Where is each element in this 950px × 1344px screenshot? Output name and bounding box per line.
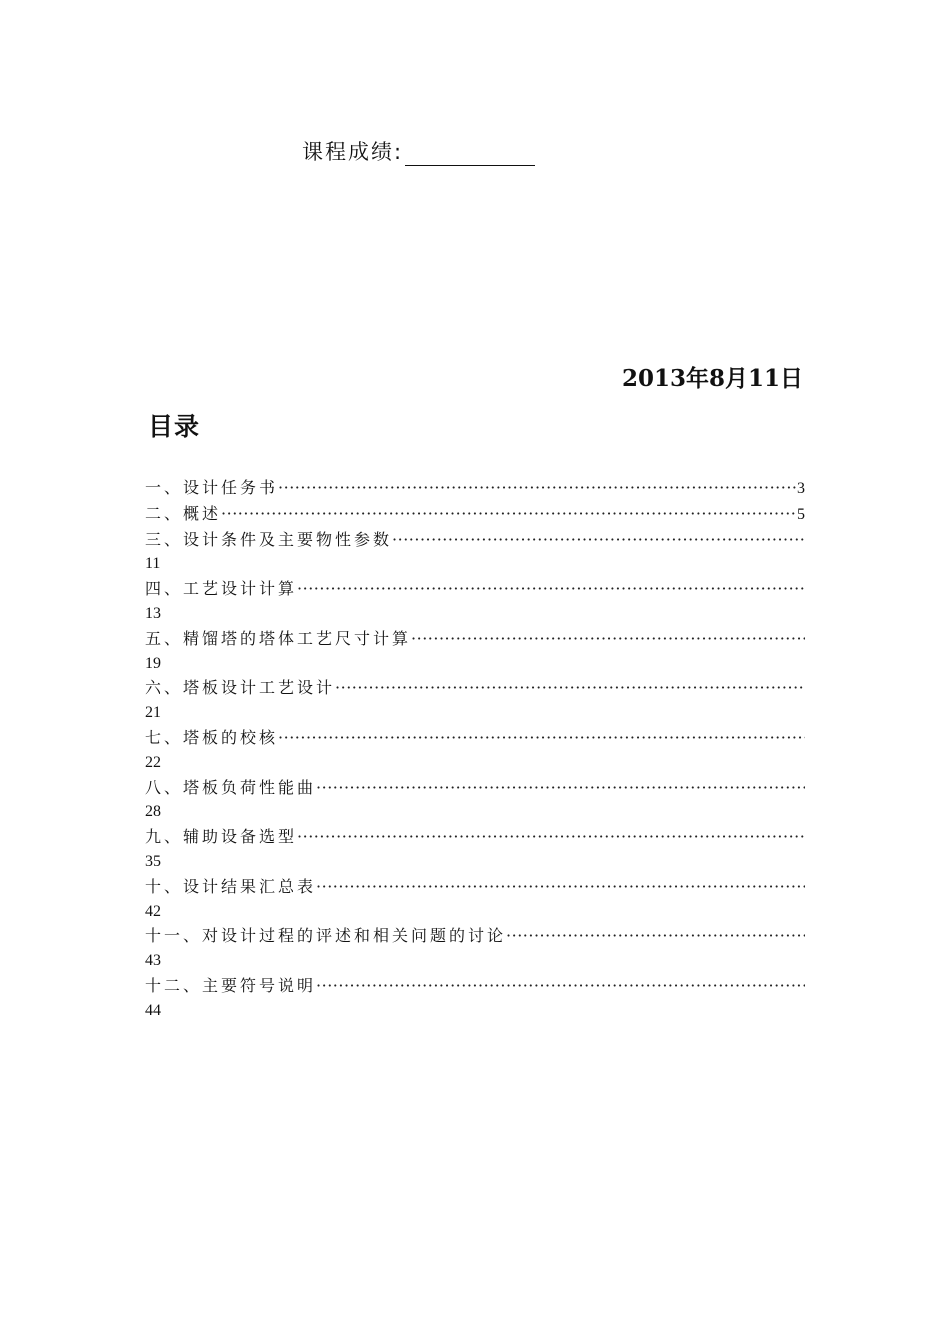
toc-entry[interactable]	[145, 676, 805, 726]
toc-leader-dots	[411, 627, 805, 652]
toc-entry[interactable]	[145, 974, 805, 1024]
toc-leader-dots	[335, 676, 805, 701]
toc-entry-page: 28	[145, 803, 161, 821]
toc-entry[interactable]	[145, 502, 805, 528]
toc-entry[interactable]	[145, 924, 805, 974]
toc-entry-page: 35	[145, 852, 161, 870]
toc-entry-page: 13	[145, 604, 161, 622]
document-date: 2013年8月11日	[621, 365, 803, 392]
toc-entry-label: 九、辅助设备选型	[145, 827, 298, 847]
toc-entry-page: 3	[797, 480, 805, 497]
toc-entry-page: 21	[145, 704, 161, 722]
course-grade-label: 课程成绩:	[302, 140, 404, 164]
toc-entry[interactable]	[145, 627, 805, 677]
toc-leader-dots	[221, 502, 797, 527]
toc-entry[interactable]	[145, 726, 805, 776]
toc-leader-dots	[297, 825, 805, 850]
toc-entry-label: 五、精馏塔的塔体工艺尺寸计算	[145, 628, 412, 648]
toc-entry-label: 八、塔板负荷性能曲	[145, 777, 317, 797]
toc-entry-label: 十一、对设计过程的评述和相关问题的讨论	[145, 926, 507, 946]
toc-entry-page: 43	[145, 952, 161, 970]
toc-entry-label: 四、工艺设计计算	[145, 579, 298, 599]
toc-entry-page: 44	[145, 1001, 161, 1019]
toc-entry[interactable]	[145, 577, 805, 627]
toc-leader-dots	[506, 924, 805, 949]
toc-entry-label: 十二、主要符号说明	[145, 975, 317, 995]
table-of-contents	[145, 476, 805, 1024]
toc-entry-page: 22	[145, 753, 161, 771]
toc-entry-label: 六、塔板设计工艺设计	[145, 678, 336, 698]
toc-entry[interactable]	[145, 476, 805, 502]
toc-entry-page: 19	[145, 654, 161, 672]
toc-entry[interactable]	[145, 776, 805, 826]
toc-entry-page: 42	[145, 902, 161, 920]
toc-title: 目录	[148, 412, 201, 441]
toc-entry[interactable]	[145, 528, 805, 578]
toc-entry-label: 三、设计条件及主要物性参数	[145, 529, 393, 549]
toc-entry[interactable]	[145, 825, 805, 875]
course-grade-blank	[405, 143, 535, 166]
toc-entry-page: 5	[797, 505, 805, 523]
toc-entry-page: 11	[145, 555, 161, 573]
toc-entry-label: 七、塔板的校核	[145, 727, 279, 747]
toc-leader-dots	[278, 726, 805, 751]
course-grade-line	[302, 136, 535, 166]
toc-entry-label: 十、设计结果汇总表	[145, 876, 317, 896]
toc-leader-dots	[316, 776, 805, 801]
toc-entry-label: 二、概述	[145, 503, 222, 523]
toc-leader-dots	[278, 476, 797, 501]
toc-leader-dots	[392, 528, 805, 553]
toc-leader-dots	[316, 875, 805, 900]
toc-entry[interactable]	[145, 875, 805, 925]
toc-leader-dots	[316, 974, 805, 999]
toc-leader-dots	[297, 577, 805, 602]
toc-entry-label: 一、设计任务书	[145, 478, 279, 497]
